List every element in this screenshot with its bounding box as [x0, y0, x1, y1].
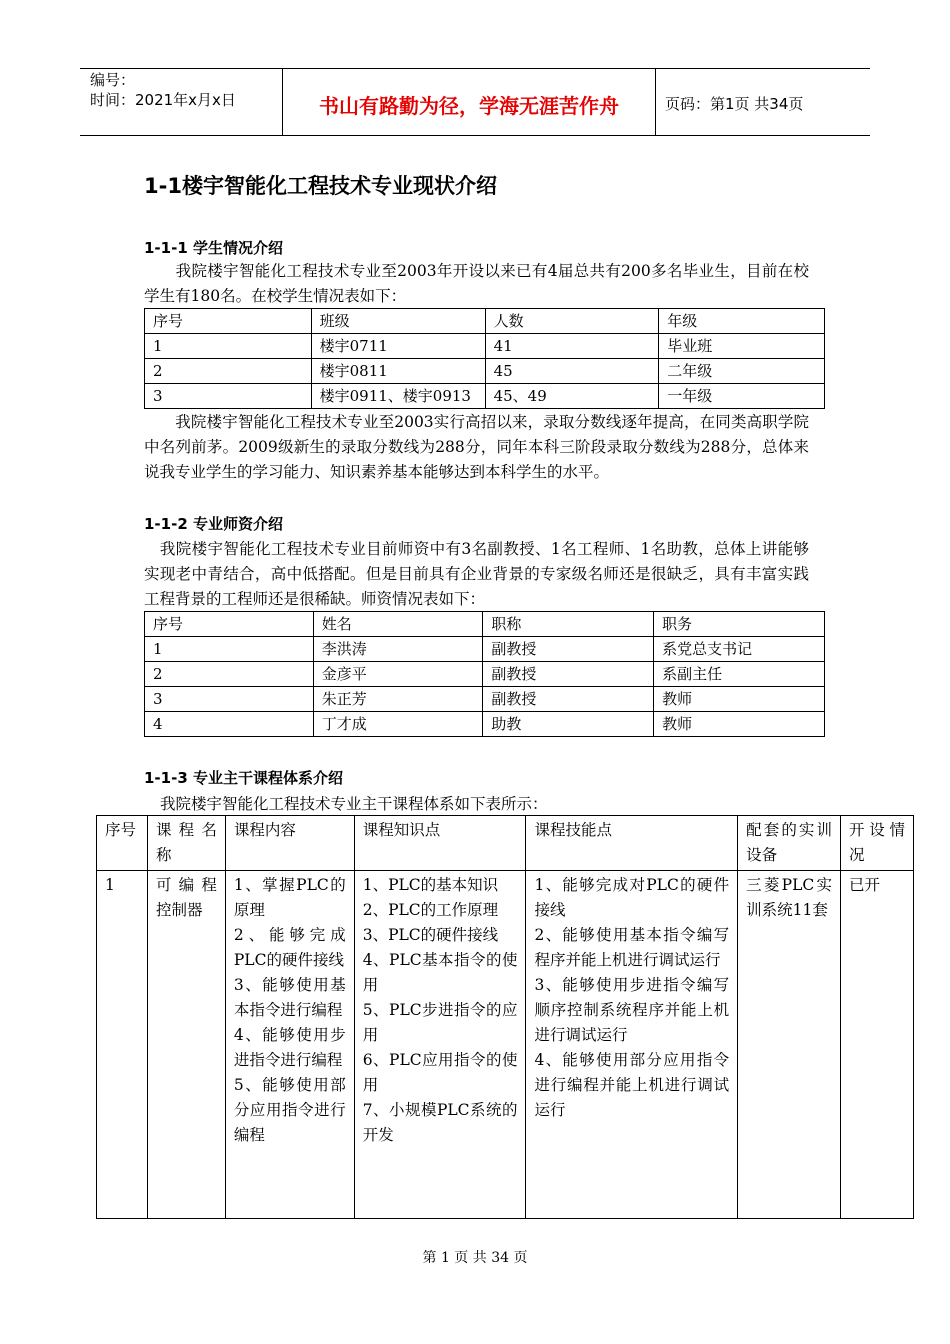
table-row: [145, 712, 825, 737]
table-row: [145, 384, 825, 409]
students-table: [144, 308, 825, 409]
list-item: 7、小规模PLC系统的开发: [362, 1101, 518, 1144]
table-header-cell: 人数: [485, 309, 659, 334]
table-header-cell: 职务: [654, 612, 825, 637]
table-cell: 一年级: [659, 384, 825, 409]
table-cell: 45、49: [485, 384, 659, 409]
list-item: 5、PLC步进指令的应用: [362, 1001, 518, 1044]
table-row: [145, 637, 825, 662]
course-name-cell: 可编程控制器: [147, 871, 225, 1219]
list-item: 3、PLC的硬件接线: [362, 926, 499, 944]
table-cell: 楼宇0711: [311, 334, 485, 359]
section-heading-students: 1-1-1 学生情况介绍: [144, 239, 283, 257]
table-header-cell: 序号: [145, 309, 312, 334]
list-item: 2、能够完成PLC的硬件接线: [233, 926, 346, 969]
table-cell: 助教: [483, 712, 654, 737]
admission-paragraph: 我院楼宇智能化工程技术专业至2003实行高招以来，录取分数线逐年提高，在同类高职学院中名列前茅。2009级新生的录取分数线为288分，同年本科三阶段录取分数线为288分，总体来说我专业学生的学习能力、知识素养基本能够达到本科学生的水平。: [144, 413, 809, 481]
table-row: [97, 871, 914, 1219]
table-cell: 1: [145, 334, 312, 359]
table-cell: 副教授: [483, 662, 654, 687]
course-skills-cell: [526, 871, 738, 1219]
table-cell: 3: [145, 687, 314, 712]
table-row: [145, 334, 825, 359]
table-header-cell: 班级: [311, 309, 485, 334]
table-cell: 教师: [654, 712, 825, 737]
course-knowledge-cell: [354, 871, 526, 1219]
table-cell: 副教授: [483, 637, 654, 662]
list-item: 4、PLC基本指令的使用: [362, 951, 518, 994]
table-cell: 41: [485, 334, 659, 359]
table-header-cell: 课程知识点: [354, 816, 526, 871]
list-item: 4、能够使用步进指令进行编程: [233, 1026, 346, 1069]
doc-time-label: 时间：2021年x月x日: [90, 91, 236, 109]
doc-number-label: 编号：: [90, 71, 136, 89]
course-status-cell: 已开: [841, 871, 914, 1219]
course-number-cell: 1: [97, 871, 148, 1219]
table-header-row: [145, 612, 825, 637]
table-header-cell: 课程内容: [225, 816, 354, 871]
list-item: 4、能够使用部分应用指令进行编程并能上机进行调试运行: [534, 1051, 730, 1119]
table-header-cell: 开设情况: [841, 816, 914, 871]
table-header-cell: 年级: [659, 309, 825, 334]
list-item: 6、PLC应用指令的使用: [362, 1051, 518, 1094]
table-row: [145, 359, 825, 384]
course-content-cell: [225, 871, 354, 1219]
table-row: [145, 687, 825, 712]
header-bottom-rule: [80, 135, 870, 136]
header-top-rule: [80, 68, 870, 69]
curriculum-table: [96, 815, 914, 1219]
table-cell: 1: [145, 637, 314, 662]
students-intro-paragraph: 我院楼宇智能化工程技术专业至2003年开设以来已有4届总共有200多名毕业生，目前在校学生有180名。在校学生情况表如下：: [144, 262, 809, 305]
table-cell: 楼宇0911、楼宇0913: [311, 384, 485, 409]
list-item: 1、PLC的基本知识: [362, 876, 499, 894]
course-equipment-cell: 三菱PLC实训系统11套: [738, 871, 841, 1219]
list-item: 2、能够使用基本指令编写程序并能上机进行调试运行: [534, 926, 730, 969]
table-header-cell: 姓名: [313, 612, 483, 637]
table-cell: 4: [145, 712, 314, 737]
header-divider-right: [655, 68, 656, 136]
list-item: 1、能够完成对PLC的硬件接线: [534, 876, 730, 919]
table-header-cell: 序号: [145, 612, 314, 637]
table-cell: 金彦平: [313, 662, 483, 687]
table-header-cell: 序号: [97, 816, 148, 871]
page-footer: 第 1 页 共 34 页: [422, 1250, 528, 1266]
faculty-intro-paragraph: 我院楼宇智能化工程技术专业目前师资中有3名副教授、1名工程师、1名助教，总体上讲能够实现老中青结合，高中低搭配。但是目前具有企业背景的专家级名师还是很缺乏，具有丰富实践工程背景的工程师还是很稀缺。师资情况表如下：: [144, 540, 809, 608]
table-cell: 朱正芳: [313, 687, 483, 712]
list-item: 3、能够使用基本指令进行编程: [233, 976, 346, 1019]
list-item: 1、掌握PLC的原理: [233, 876, 346, 919]
table-header-cell: 课程技能点: [526, 816, 738, 871]
table-cell: 毕业班: [659, 334, 825, 359]
page-info: 页码：第1页 共34页: [665, 95, 804, 113]
table-cell: 副教授: [483, 687, 654, 712]
table-header-row: [97, 816, 914, 871]
table-header-row: [145, 309, 825, 334]
table-cell: 二年级: [659, 359, 825, 384]
table-header-cell: 配套的实训设备: [738, 816, 841, 871]
table-cell: 系党总支书记: [654, 637, 825, 662]
table-cell: 楼宇0811: [311, 359, 485, 384]
curriculum-intro: 我院楼宇智能化工程技术专业主干课程体系如下表所示：: [160, 795, 548, 813]
table-cell: 教师: [654, 687, 825, 712]
table-cell: 李洪涛: [313, 637, 483, 662]
table-header-cell: 课程名称: [147, 816, 225, 871]
page-title: 1-1楼宇智能化工程技术专业现状介绍: [144, 174, 497, 198]
table-header-cell: 职称: [483, 612, 654, 637]
table-cell: 系副主任: [654, 662, 825, 687]
list-item: 5、能够使用部分应用指令进行编程: [233, 1076, 346, 1144]
table-cell: 2: [145, 662, 314, 687]
table-cell: 3: [145, 384, 312, 409]
table-row: [145, 662, 825, 687]
section-heading-faculty: 1-1-2 专业师资介绍: [144, 515, 283, 533]
section-heading-curriculum: 1-1-3 专业主干课程体系介绍: [144, 769, 343, 787]
table-cell: 2: [145, 359, 312, 384]
faculty-table: [144, 611, 825, 737]
table-cell: 丁才成: [313, 712, 483, 737]
list-item: 3、能够使用步进指令编写顺序控制系统程序并能上机进行调试运行: [534, 976, 730, 1044]
table-cell: 45: [485, 359, 659, 384]
list-item: 2、PLC的工作原理: [362, 901, 499, 919]
header-motto: 书山有路勤为径，学海无涯苦作舟: [319, 94, 619, 118]
